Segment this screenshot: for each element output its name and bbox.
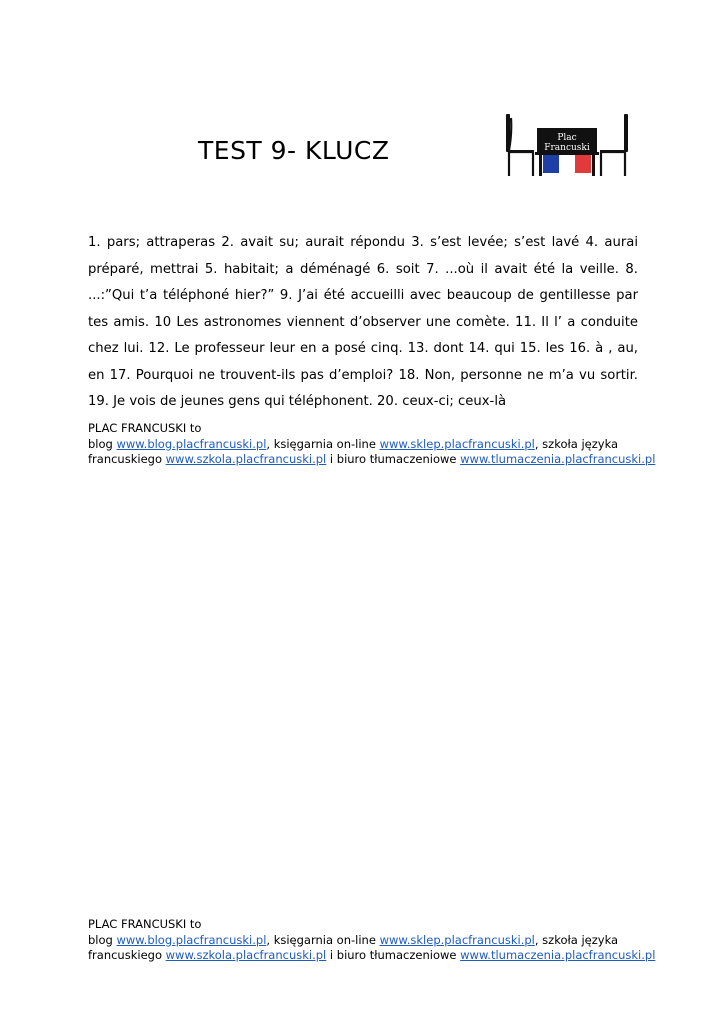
blog-link[interactable]: www.blog.placfrancuski.pl (116, 932, 267, 947)
footer-translation-prefix: i biuro tłumaczeniowe (326, 948, 461, 962)
right-chair-icon (600, 114, 628, 176)
footer-school-prefix: , szkoła języka (534, 932, 619, 947)
flag-blue-stripe (543, 155, 559, 173)
flag-white-stripe (559, 155, 575, 173)
logo-text-line1: Plac (557, 133, 577, 143)
plac-francuski-logo (503, 112, 631, 180)
flag-red-stripe (575, 155, 591, 173)
table-icon (535, 152, 599, 176)
footer-heading: PLAC FRANCUSKI to (88, 917, 202, 931)
footer-school-prefix: , szkoła języka (534, 436, 619, 451)
footer-shop-prefix: , księgarnia on-line (266, 436, 380, 451)
shop-link[interactable]: www.sklep.placfrancuski.pl (379, 436, 535, 451)
left-chair-icon (506, 114, 534, 176)
answer-key (88, 230, 638, 416)
footer-line-1 (88, 437, 648, 453)
logo-text-line2: Francuski (544, 143, 590, 153)
footer-info-top (88, 421, 656, 468)
footer-blog-prefix: blog (88, 932, 117, 947)
footer-school-prefix-2: francuskiego (88, 948, 166, 962)
page-title: TEST 9- KLUCZ (198, 136, 390, 165)
answer-key-text: 1. pars; attraperas 2. avait su; aurait répondu 3. s’est levée; s’est lavé 4. aurai préparé, mettrai 5. habitait; a déménagé 6. soit 7. ...où il avait été la veille. 8. ...:”Qui t’a téléphoné hier?” 9. J’ai été accueilli avec beaucoup de gentillesse par tes amis. 10 Les astronomes viennent d’observer une comète. 11. Il l’ a conduite chez lui. 12. Le professeur leur en a posé cinq. 13. dont 14. qui 15. les 16. à , au, en 17. Pourquoi ne trouvent-ils pas d’emploi? 18. Non, personne ne m’a vu sortir. 19. Je vois de jeunes gens qui téléphonent. 20. ceux-ci; ceux-là (88, 235, 638, 409)
footer-line-2 (88, 452, 656, 468)
footer-translation-prefix: i biuro tłumaczeniowe (326, 452, 461, 466)
school-link[interactable]: www.szkola.placfrancuski.pl (165, 948, 327, 962)
shop-link[interactable]: www.sklep.placfrancuski.pl (379, 932, 535, 947)
footer-line-2 (88, 948, 656, 964)
blog-link[interactable]: www.blog.placfrancuski.pl (116, 436, 267, 451)
footer-shop-prefix: , księgarnia on-line (266, 932, 380, 947)
translation-link[interactable]: www.tlumaczenia.placfrancuski.pl (460, 452, 656, 466)
footer-line-1 (88, 933, 648, 949)
school-link[interactable]: www.szkola.placfrancuski.pl (165, 452, 327, 466)
footer-heading: PLAC FRANCUSKI to (88, 421, 202, 435)
footer-blog-prefix: blog (88, 436, 117, 451)
footer-info-bottom (88, 917, 656, 964)
footer-school-prefix-2: francuskiego (88, 452, 166, 466)
translation-link[interactable]: www.tlumaczenia.placfrancuski.pl (460, 948, 656, 962)
